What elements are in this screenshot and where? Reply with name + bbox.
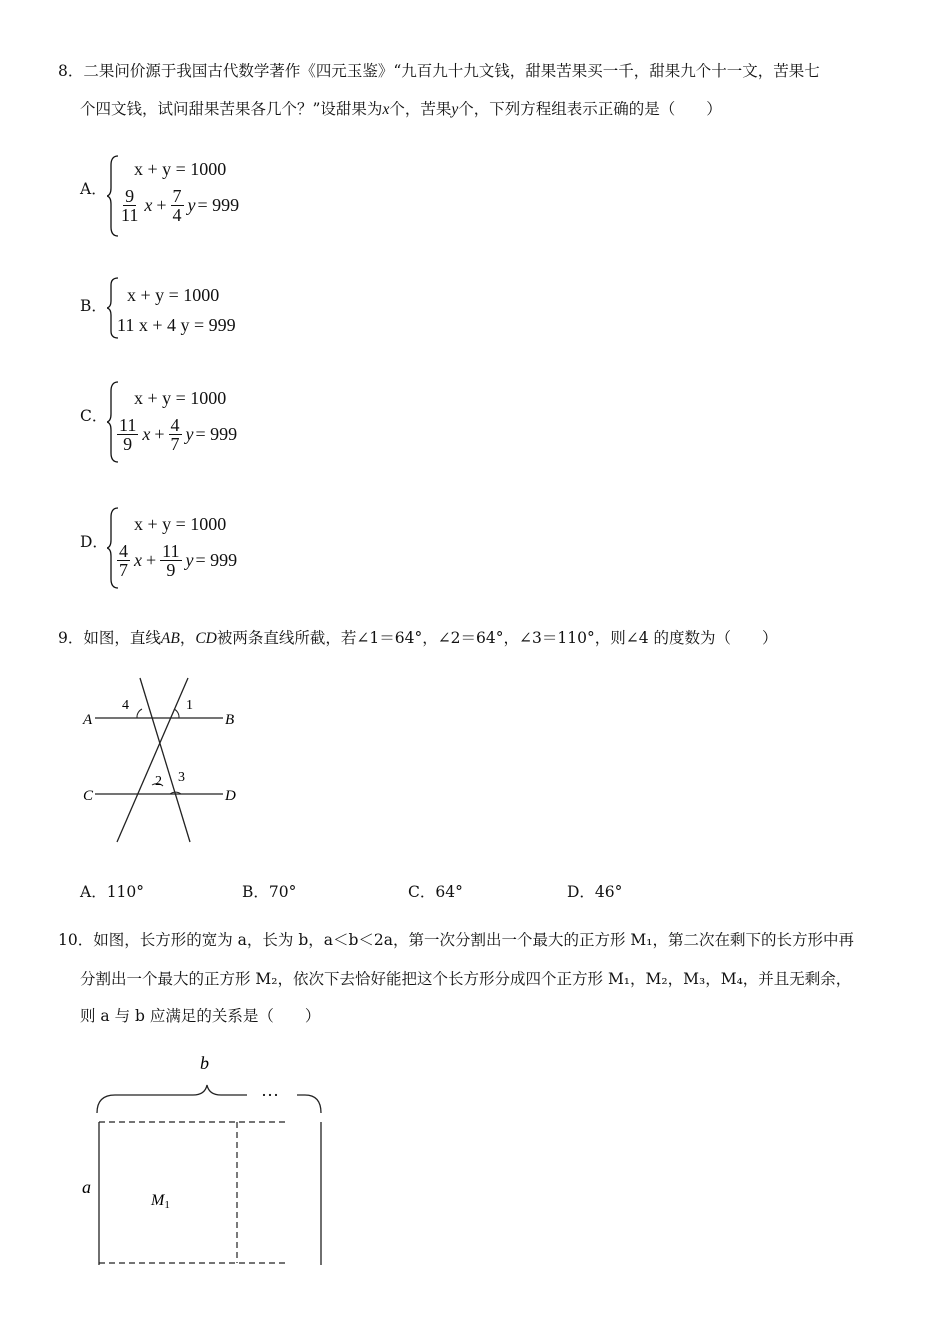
transversal-1	[140, 678, 190, 842]
q8-option-a-eq1: x + y = 1000	[134, 159, 227, 179]
q8-option-a-eq2: $\frac{9}{11}$ x + $\frac{7}{4}$ y = 999	[121, 186, 240, 225]
label-c: C	[83, 788, 94, 804]
q9-stem: 9．如图，直线AB，CD被两条直线所截，若∠1＝64°，∠2＝64°，∠3＝110°，则∠4 的度数为（ ）	[58, 629, 778, 647]
q8-option-a-label[interactable]: A．	[80, 180, 107, 198]
q8-line-1: 8．二果问价源于我国古代数学著作《四元玉鉴》“九百九十九文钱，甜果苦果买一千，甜果九个十一文，苦果七	[58, 62, 820, 80]
q8-option-d-eq1: x + y = 1000	[134, 514, 227, 534]
q10-line-2: 分割出一个最大的正方形 M₂，依次下去恰好能把这个长方形分成四个正方形 M₁，M₂，M₃，M₄，并且无剩余，	[80, 970, 852, 988]
label-d: D	[225, 788, 236, 804]
label-b: B	[225, 712, 235, 728]
q8-option-d-system	[107, 507, 307, 589]
q10-rectangle-figure	[75, 1045, 335, 1275]
angle-4-arc	[137, 709, 142, 718]
q8-option-d-label[interactable]: D．	[80, 533, 108, 551]
label-angle-3: 3	[178, 770, 185, 785]
q8-option-a-system	[107, 155, 307, 237]
q8-option-c-eq2: $\frac{11}{9}$ x + $\frac{4}{7}$ y = 999	[119, 415, 238, 454]
label-angle-4: 4	[122, 698, 129, 713]
label-m1: M1	[151, 1192, 170, 1211]
q10-line-1: 10．如图，长方形的宽为 a，长为 b，a＜b＜2a，第一次分割出一个最大的正方形 M₁，第二次在剩下的长方形中再	[58, 931, 855, 949]
q9-choice-c[interactable]: C．64°	[408, 883, 463, 901]
label-a: a	[82, 1177, 91, 1197]
q9-choice-b[interactable]: B．70°	[242, 883, 297, 901]
q10-line-3: 则 a 与 b 应满足的关系是（ ）	[80, 1007, 321, 1025]
angle-1-arc	[174, 709, 179, 718]
q9-parallel-lines-figure	[75, 670, 255, 850]
q8-option-c-eq1: x + y = 1000	[134, 388, 227, 408]
q8-option-c-system	[107, 381, 307, 463]
q9-choice-a[interactable]: A．110°	[80, 883, 145, 901]
brace-b	[97, 1085, 247, 1113]
label-angle-1: 1	[186, 698, 193, 713]
q8-option-b-system	[107, 277, 307, 339]
q8-option-d-eq2: $\frac{4}{7}$ x + $\frac{11}{9}$ y = 999	[119, 541, 238, 580]
q8-line-2: 个四文钱，试问甜果苦果各几个？”设甜果为x个，苦果y个，下列方程组表示正确的是（ ）	[80, 100, 722, 118]
q8-option-b-eq1: x + y = 1000	[127, 285, 220, 305]
q8-option-c-label[interactable]: C．	[80, 407, 108, 425]
q8-option-b-label[interactable]: B．	[80, 297, 107, 315]
label-a: A	[83, 712, 93, 728]
label-b: b	[200, 1053, 209, 1073]
brace-b-right	[297, 1095, 321, 1113]
q9-choice-d[interactable]: D．46°	[567, 883, 623, 901]
label-ellipsis: ···	[261, 1085, 279, 1105]
q8-option-b-eq2: 11 x + 4 y = 999	[117, 315, 236, 335]
label-angle-2: 2	[155, 774, 162, 789]
